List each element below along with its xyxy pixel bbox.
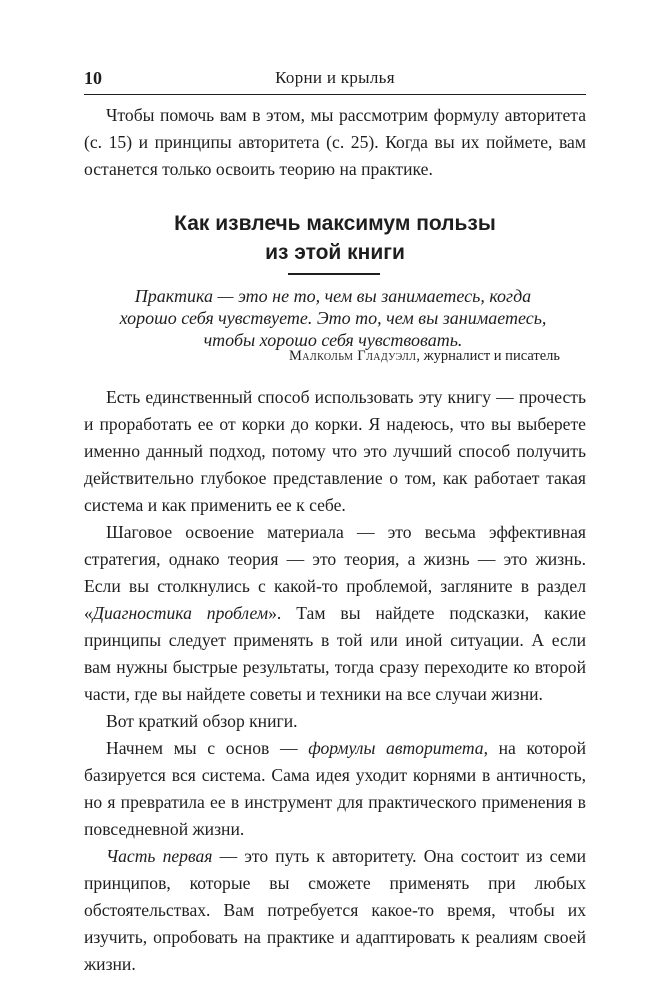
main-text [84, 384, 586, 978]
paragraph-2-text-b: ». Там вы найдете подсказки, какие принципы следует применять в той или иной ситуации. А если вам нужны быстрые результаты, тогда сразу переходите ко второй части, где вы найдете советы и техники на все случаи жизни. [84, 603, 586, 704]
paragraph-2-emphasis: Диагностика проблем [92, 603, 269, 623]
section-title-line-1: Как извлечь максимум пользы [174, 212, 496, 235]
paragraph-4 [84, 735, 586, 843]
intro-text [84, 102, 586, 183]
intro-paragraph: Чтобы помочь вам в этом, мы рассмотрим формулу авторитета (с. 15) и принципы авторитета (с. 25). Когда вы их поймете, вам останется только освоить теорию на практике. [84, 105, 586, 179]
epigraph-attribution [106, 347, 560, 365]
paragraph-4-text-b: , на которой базируется вся система. Сама идея уходит корнями в античность, но я превратила ее в инструмент для практического применения в повседневной жизни. [84, 738, 587, 839]
running-title: Корни и крылья [275, 68, 395, 87]
paragraph-2 [84, 519, 586, 708]
paragraph-4-emphasis: формулы авторитета [308, 738, 484, 758]
paragraph-3: Вот краткий обзор книги. [106, 711, 298, 731]
paragraph-5-emphasis: Часть первая [106, 846, 213, 866]
title-underline [288, 273, 380, 275]
page-number: 10 [84, 68, 102, 88]
section-title-line-2: из этой книги [265, 241, 405, 264]
epigraph-quote: Практика — это не то, чем вы занимаетесь, когда хорошо себя чувствуете. Это то, чем вы занимаетесь, чтобы хорошо себя чувствовать. [119, 286, 547, 350]
epigraph-author-role: , журналист и писатель [416, 348, 560, 364]
paragraph-4-text-a: Начнем мы с основ — [106, 738, 309, 758]
page-header [84, 68, 586, 92]
header-rule [84, 94, 586, 95]
paragraph-1: Есть единственный способ использовать эту книгу — прочесть и проработать ее от корки до корки. Я надеюсь, что вы выберете именно данный подход, потому что это лучший способ получить действительно глубокое представление о том, как работает такая система и как применить ее к себе. [84, 387, 586, 515]
paragraph-5-text: — это путь к авторитету. Она состоит из семи принципов, которые вы сможете применять при любых обстоятельствах. Вам потребуется какое-то время, чтобы их изучить, опробовать на практике и адаптировать к реалиям своей жизни. [84, 846, 586, 974]
paragraph-5 [84, 843, 586, 978]
section-title [84, 209, 586, 267]
epigraph-author: Малкольм Гладуэлл [289, 348, 417, 364]
paragraph-2-text-a: Шаговое освоение материала — это весьма эффективная стратегия, однако теория — это теория, а жизнь — это жизнь. Если вы столкнулись с какой-то проблемой, загляните в раздел « [84, 522, 586, 623]
